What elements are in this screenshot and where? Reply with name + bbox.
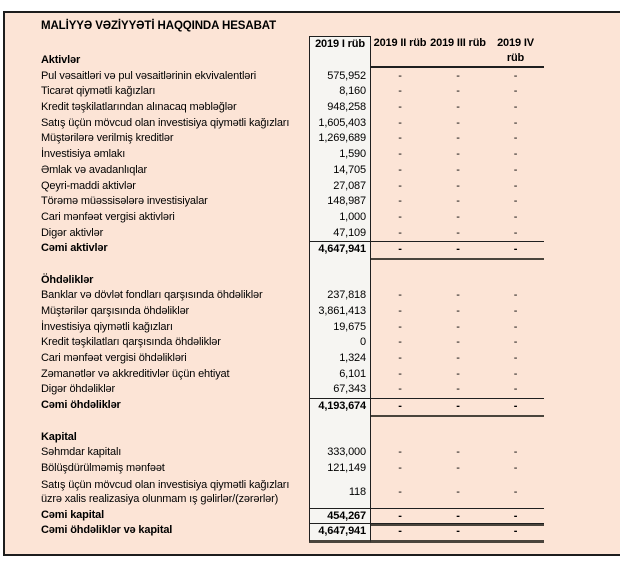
value-2019-q1: 0 <box>309 335 371 351</box>
value-2019-q4: - <box>487 398 544 417</box>
data-row <box>41 304 620 320</box>
value-2019-q2: - <box>371 241 429 260</box>
value-2019-q2: - <box>398 148 402 161</box>
value-2019-q1: 67,343 <box>309 382 371 398</box>
value-2019-q2: - <box>371 523 429 543</box>
value-2019-q3: - <box>456 226 460 239</box>
value-2019-q2 <box>371 430 429 446</box>
value-2019-q4: - <box>513 383 518 396</box>
value-2019-q3: - <box>456 116 460 129</box>
row-label: Cəmi öhdəliklər və kapital <box>41 524 173 537</box>
value-2019-q1 <box>309 273 371 289</box>
row-label: Kredit təşkilatları qarşısında öhdəliklər <box>41 336 221 349</box>
value-2019-q1: 1,000 <box>309 210 371 226</box>
report-frame <box>3 11 620 556</box>
value-2019-q1: 1,605,403 <box>309 116 371 132</box>
section-header-row <box>41 53 620 69</box>
row-label: Kredit təşkilatlarından alınacaq məbləğlər <box>41 101 237 114</box>
value-2019-q1: 4,193,674 <box>309 398 371 417</box>
value-2019-q2: - <box>398 210 402 223</box>
value-2019-q2: - <box>398 85 402 98</box>
value-2019-q4: - <box>513 210 518 223</box>
row-label: Cari mənfəət vergisi öhdəlikləri <box>41 352 187 365</box>
data-row <box>41 320 620 336</box>
column-header-2019-q3: 2019 III rüb <box>429 36 487 68</box>
data-row <box>41 367 620 383</box>
value-2019-q3: - <box>429 523 487 543</box>
value-2019-q1: 1,590 <box>309 147 371 163</box>
blank-row <box>41 414 620 430</box>
value-2019-q4: - <box>513 179 518 192</box>
value-2019-q2 <box>371 414 429 430</box>
data-row <box>41 84 620 100</box>
value-2019-q3: - <box>429 508 487 527</box>
value-2019-q4: - <box>513 367 518 380</box>
column-header-2019-q1: 2019 I rüb <box>309 36 371 68</box>
value-2019-q4: - <box>513 101 518 114</box>
value-2019-q4: - <box>513 195 518 208</box>
data-row <box>41 210 620 226</box>
value-2019-q2: - <box>371 398 429 417</box>
value-2019-q2: - <box>398 101 402 114</box>
value-2019-q4: - <box>487 241 544 260</box>
row-label: Cari mənfəət vergisi aktivləri <box>41 210 175 223</box>
data-row <box>41 477 620 508</box>
value-2019-q4: - <box>513 148 518 161</box>
value-2019-q1: 148,987 <box>309 194 371 210</box>
value-2019-q4: - <box>487 508 544 527</box>
total-row <box>41 508 620 524</box>
value-2019-q4: - <box>513 132 518 145</box>
value-2019-q3: - <box>456 461 460 474</box>
blank-row <box>41 257 620 273</box>
value-2019-q3: - <box>456 383 460 396</box>
value-2019-q4 <box>487 414 544 430</box>
value-2019-q2: - <box>371 508 429 527</box>
value-2019-q3: - <box>456 446 460 459</box>
value-2019-q1: 4,647,941 <box>309 523 371 543</box>
value-2019-q1: 948,258 <box>309 100 371 116</box>
value-2019-q1: 575,952 <box>309 69 371 85</box>
value-2019-q1 <box>309 53 371 69</box>
value-2019-q3: - <box>456 85 460 98</box>
data-row <box>41 163 620 179</box>
value-2019-q4: - <box>513 461 518 474</box>
row-label: Zəmanətlər və akkreditivlər üçün ehtiyat <box>41 367 230 380</box>
value-2019-q3: - <box>456 367 460 380</box>
value-2019-q2: - <box>398 195 402 208</box>
data-row <box>41 179 620 195</box>
value-2019-q3: - <box>456 336 460 349</box>
value-2019-q2: - <box>398 305 402 317</box>
value-2019-q1: 3,861,413 <box>309 304 371 320</box>
data-row <box>41 226 620 242</box>
row-label: Müştərilərə verilmiş kreditlər <box>41 132 174 145</box>
row-label: Cəmi öhdəliklər <box>41 399 121 412</box>
row-label: Əmlak və avadanlıqlar <box>41 163 148 176</box>
value-2019-q3: - <box>456 305 460 317</box>
value-2019-q1 <box>309 257 371 273</box>
data-row <box>41 445 620 461</box>
total-row <box>41 241 620 257</box>
value-2019-q4: - <box>487 523 544 543</box>
value-2019-q2 <box>371 257 429 273</box>
value-2019-q2: - <box>398 226 402 239</box>
value-2019-q3: - <box>456 485 460 498</box>
value-2019-q4: - <box>513 85 518 98</box>
value-2019-q2: - <box>398 289 402 302</box>
value-2019-q1: 333,000 <box>309 445 371 461</box>
row-label: Kapital <box>41 430 77 443</box>
value-2019-q2: - <box>398 179 402 192</box>
value-2019-q4: - <box>513 485 518 498</box>
value-2019-q2: - <box>398 383 402 396</box>
row-label: Satış üçün mövcud olan investisiya qiymətli kağızları üzrə xalis realizasiya olunmam ış gəlirlər/(zərərlər) <box>41 478 290 506</box>
section-header-row <box>41 430 620 446</box>
value-2019-q1 <box>309 430 371 446</box>
row-label: Törəmə müəssisələrə investisiyalar <box>41 195 208 208</box>
row-label <box>41 257 309 273</box>
value-2019-q3: - <box>456 195 460 208</box>
value-2019-q4 <box>487 257 544 273</box>
value-2019-q4: - <box>513 320 518 333</box>
row-label: Cəmi kapital <box>41 508 105 521</box>
value-2019-q1: 118 <box>309 477 371 508</box>
value-2019-q1: 1,324 <box>309 351 371 367</box>
row-label: Banklar və dövlət fondları qarşısında öhdəliklər <box>41 289 263 302</box>
value-2019-q2: - <box>398 116 402 129</box>
value-2019-q3: - <box>456 352 460 365</box>
value-2019-q3: - <box>456 69 460 82</box>
data-row <box>41 194 620 210</box>
value-2019-q4: - <box>513 226 518 239</box>
data-row <box>41 351 620 367</box>
row-label: İnvestisiya əmlakı <box>41 148 126 161</box>
value-2019-q1 <box>309 414 371 430</box>
value-2019-q1: 8,160 <box>309 84 371 100</box>
value-2019-q2: - <box>398 367 402 380</box>
value-2019-q1: 14,705 <box>309 163 371 179</box>
row-label: Digər öhdəliklər <box>41 383 116 396</box>
value-2019-q4: - <box>513 116 518 129</box>
value-2019-q3 <box>429 414 487 430</box>
value-2019-q2 <box>371 273 429 289</box>
report-title: MALİYYƏ VƏZİYYƏTİ HAQQINDA HESABAT <box>41 20 277 32</box>
value-2019-q2: - <box>398 461 402 474</box>
row-label: Qeyri-maddi aktivlər <box>41 179 136 192</box>
value-2019-q3 <box>429 53 487 69</box>
row-label: Ticarət qiymətli kağızları <box>41 85 156 98</box>
value-2019-q3: - <box>456 148 460 161</box>
row-label: Müştərilər qarşısında öhdəliklər <box>41 305 190 317</box>
row-label: İnvestisiya qiymətli kağızları <box>41 320 173 333</box>
data-row <box>41 69 620 85</box>
value-2019-q1: 6,101 <box>309 367 371 383</box>
row-label: Bölüşdürülməmiş mənfəət <box>41 461 165 474</box>
value-2019-q2: - <box>398 336 402 349</box>
value-2019-q2: - <box>398 446 402 459</box>
value-2019-q1: 121,149 <box>309 461 371 477</box>
value-2019-q3 <box>429 430 487 446</box>
value-2019-q1: 27,087 <box>309 179 371 195</box>
row-label: Digər aktivlər <box>41 226 104 239</box>
value-2019-q3 <box>429 257 487 273</box>
value-2019-q4 <box>487 53 544 69</box>
value-2019-q2: - <box>398 163 402 176</box>
value-2019-q4: - <box>513 336 518 349</box>
data-row <box>41 288 620 304</box>
row-label: Satış üçün mövcud olan investisiya qiymətli kağızları <box>41 116 290 129</box>
value-2019-q1: 4,647,941 <box>309 241 371 260</box>
data-row <box>41 461 620 477</box>
row-label: Öhdəliklər <box>41 273 94 286</box>
value-2019-q3: - <box>456 179 460 192</box>
value-2019-q3: - <box>429 241 487 260</box>
value-2019-q1: 47,109 <box>309 226 371 242</box>
value-2019-q2: - <box>398 320 402 333</box>
data-row <box>41 147 620 163</box>
grand-total-row <box>41 523 620 539</box>
value-2019-q2: - <box>398 132 402 145</box>
data-row <box>41 382 620 398</box>
value-2019-q4 <box>487 430 544 446</box>
value-2019-q4: - <box>513 163 518 176</box>
column-header-2019-q4: 2019 IV rüb <box>487 36 544 68</box>
data-row <box>41 131 620 147</box>
value-2019-q3 <box>429 273 487 289</box>
value-2019-q2: - <box>398 485 402 498</box>
value-2019-q3: - <box>456 101 460 114</box>
row-label <box>41 414 309 430</box>
value-2019-q1: 19,675 <box>309 320 371 336</box>
total-row <box>41 398 620 414</box>
column-header-2019-q2: 2019 II rüb <box>371 36 429 68</box>
value-2019-q3: - <box>456 163 460 176</box>
section-header-row <box>41 273 620 289</box>
data-row <box>41 100 620 116</box>
value-2019-q4: - <box>513 446 518 459</box>
value-2019-q2: - <box>398 69 402 82</box>
value-2019-q3: - <box>456 320 460 333</box>
value-2019-q3: - <box>456 210 460 223</box>
value-2019-q3: - <box>456 132 460 145</box>
value-2019-q2: - <box>398 352 402 365</box>
value-2019-q4: - <box>513 289 518 302</box>
value-2019-q1: 1,269,689 <box>309 131 371 147</box>
row-label: Pul vəsaitləri və pul vəsaitlərinin ekvivalentləri <box>41 69 257 82</box>
value-2019-q3: - <box>429 398 487 417</box>
value-2019-q4 <box>487 273 544 289</box>
value-2019-q4: - <box>513 352 518 365</box>
row-label: Aktivlər <box>41 54 81 66</box>
value-2019-q2 <box>371 53 429 69</box>
value-2019-q1: 237,818 <box>309 288 371 304</box>
value-2019-q4: - <box>513 305 518 317</box>
value-2019-q3: - <box>456 289 460 302</box>
value-2019-q1: 454,267 <box>309 508 371 527</box>
financial-position-table <box>41 36 620 539</box>
data-row <box>41 335 620 351</box>
row-label: Cəmi aktivlər <box>41 242 108 255</box>
value-2019-q4: - <box>513 69 518 82</box>
row-label: Səhmdar kapitalı <box>41 446 122 459</box>
data-row <box>41 116 620 132</box>
